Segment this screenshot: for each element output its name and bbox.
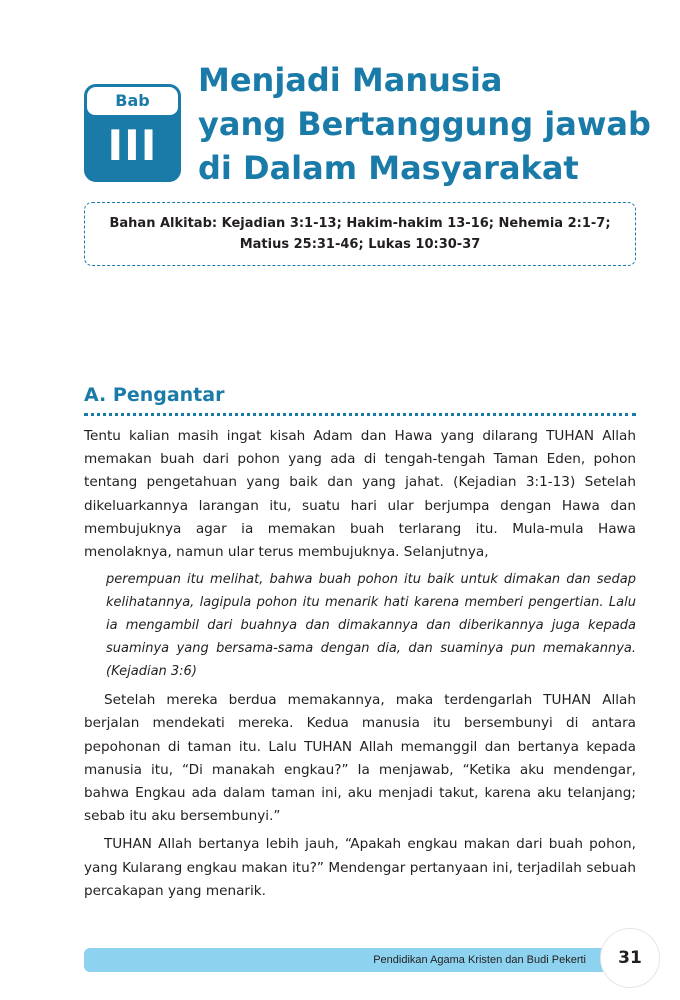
paragraph-1: Tentu kalian masih ingat kisah Adam dan Hawa yang dilarang TUHAN Allah memakan buah dari pohon yang ada di tengah-tengah Taman Eden, pohon tentang pengetahuan yang baik dan yang jahat. (Kejadian 3:1-13) Setelah dikeluarkannya larangan itu, suatu hari ular berjumpa dengan Hawa dan membujuknya agar ia memakan buah terlarang itu. Mula-mula Hawa menolaknya, namun ular terus membujuknya. Selanjutnya, [84,428,636,561]
section-divider [84,413,636,416]
scripture-quote: perempuan itu melihat, bahwa buah pohon itu baik untuk dimakan dan sedap kelihatannya, lagipula pohon itu menarik hati karena memberi pengertian. Lalu ia mengambil dari buahnya dan dimakannya dan diberikannya juga kepada suaminya yang bersama-sama dengan dia, dan suaminya pun memakannya. (Kejadian 3:6) [106,572,636,680]
page-number: 31 [600,928,660,988]
scripture-line-1: Bahan Alkitab: Kejadian 3:1-13; Hakim-hakim 13-16; Nehemia 2:1-7; [109,216,611,231]
chapter-number: III [107,121,158,170]
chapter-title-line-1: Menjadi Manusia [198,61,503,99]
scripture-box [84,202,636,266]
chapter-title [198,58,668,190]
section-heading: A. Pengantar [84,384,225,406]
paragraph-3: TUHAN Allah bertanya lebih jauh, “Apakah engkau makan dari buah pohon, yang Kularang engkau makan itu?” Mendengar pertanyaan ini, terjadilah sebuah percakapan yang menarik. [84,836,636,899]
scripture-line-2: Matius 25:31-46; Lukas 10:30-37 [239,237,481,252]
body-text [84,425,636,903]
chapter-title-line-2: yang Bertanggung jawab [198,105,651,143]
chapter-label: Bab [87,87,178,115]
chapter-title-line-3: di Dalam Masyarakat [198,149,579,187]
footer-book-title: Pendidikan Agama Kristen dan Budi Pekerti [373,954,586,966]
footer-bar [84,948,644,972]
paragraph-2: Setelah mereka berdua memakannya, maka terdengarlah TUHAN Allah berjalan mendekati mereka. Kedua manusia itu bersembunyi di antara pepohonan di taman itu. Lalu TUHAN Allah memanggil dan bertanya kepada manusia itu, “Di manakah engkau?” Ia menjawab, “Ketika aku mendengar, bahwa Engkau ada dalam taman ini, aku menjadi takut, karena aku telanjang; sebab itu aku bersembunyi.” [84,692,636,825]
chapter-badge [84,84,181,182]
